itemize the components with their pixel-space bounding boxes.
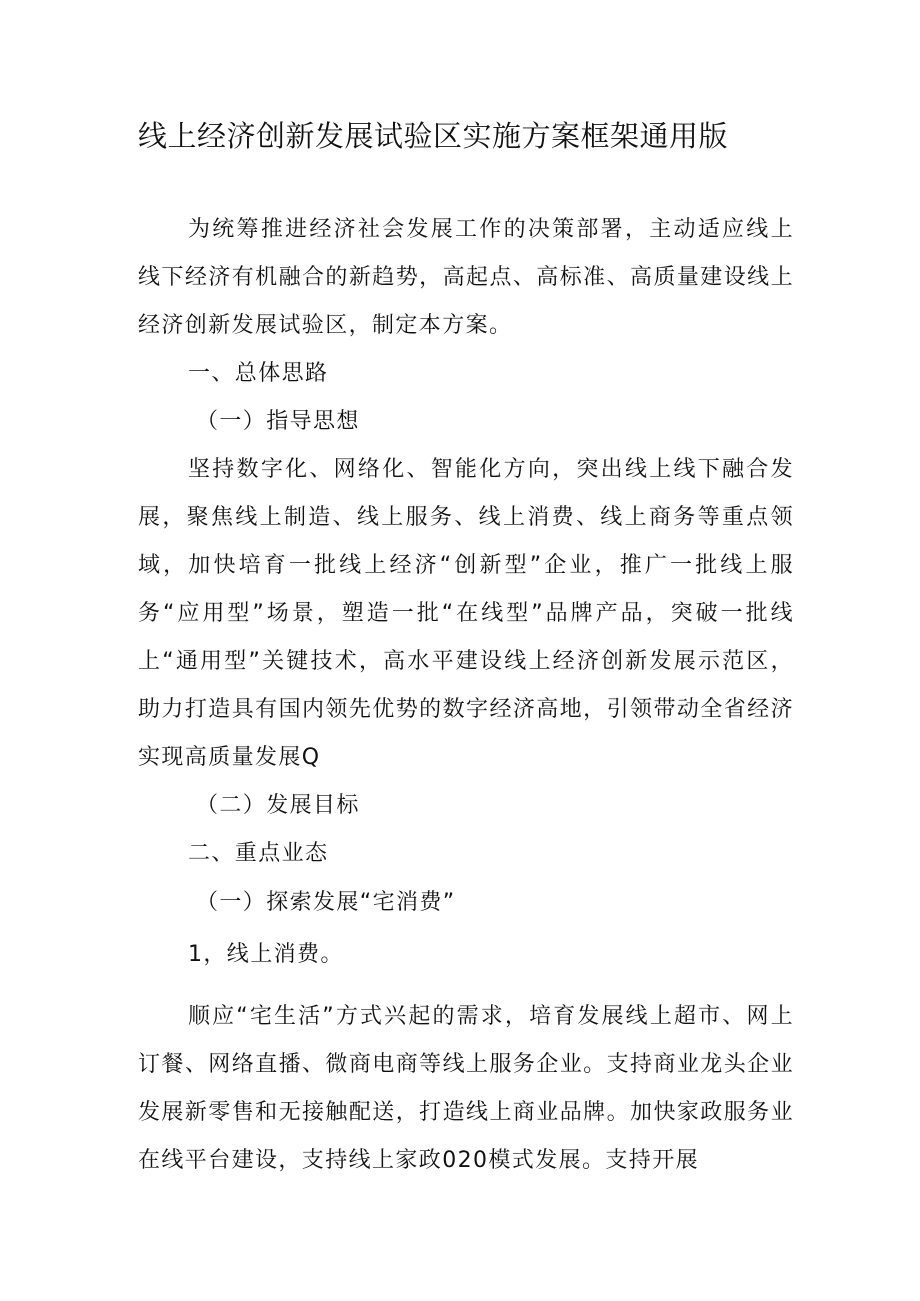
item-1-heading: 1，线上消费。 bbox=[188, 942, 344, 967]
subsection-2-1-heading: （一）探索发展“宅消费” bbox=[196, 890, 456, 915]
online-consumption-paragraph: 顺应“宅生活”方式兴起的需求，培育发展线上超市、网上订餐、网络直播、微商电商等线上服务企业。支持商业龙头企业发展新零售和无接触配送，打造线上商业品牌。加快家政服务业在线平台建设，支持线上家政020模式发展。支持开展 bbox=[138, 1004, 794, 1173]
document-title: 线上经济创新发展试验区实施方案框架通用版 bbox=[138, 119, 729, 153]
subsection-1-1-heading: （一）指导思想 bbox=[196, 409, 360, 434]
intro-paragraph: 为统筹推进经济社会发展工作的决策部署，主动适应线上线下经济有机融合的新趋势，高起点、高标准、高质量建设线上经济创新发展试验区，制定本方案。 bbox=[138, 217, 794, 338]
guiding-thought-paragraph: 坚持数字化、网络化、智能化方向，突出线上线下融合发展，聚焦线上制造、线上服务、线上消费、线上商务等重点领域，加快培育一批线上经济“创新型”企业，推广一批线上服务“应用型”场景，塑造一批“在线型”品牌产品，突破一批线上“通用型”关键技术，高水平建设线上经济创新发展示范区，助力打造具有国内领先优势的数字经济高地，引领带动全省经济实现高质量发展Q bbox=[138, 457, 794, 770]
section-1-heading: 一、总体思路 bbox=[188, 361, 329, 386]
subsection-1-2-heading: （二）发展目标 bbox=[196, 793, 360, 818]
section-2-heading: 二、重点业态 bbox=[188, 841, 329, 866]
